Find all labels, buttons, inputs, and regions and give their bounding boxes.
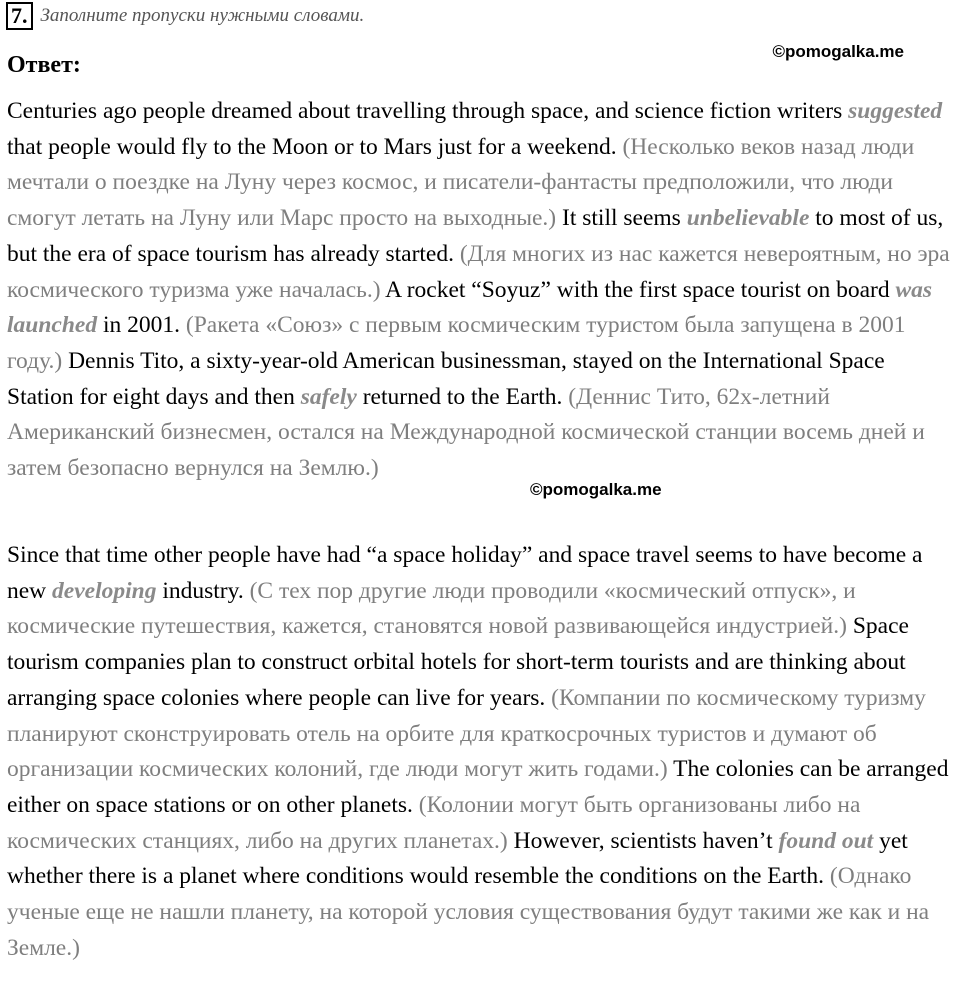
- sentence: Centuries ago people dreamed about travelling through space, and science fiction writers: [7, 98, 849, 124]
- task-header: [6, 2, 364, 30]
- inserted-word: found out: [778, 827, 874, 854]
- sentence: to most of us, but the era of space tourism has already started.: [7, 205, 944, 267]
- sentence: Space tourism companies plan to construct orbital hotels for short-term tourists and are thinking about arranging space colonies where people can live for years.: [7, 613, 909, 711]
- inserted-word: unbelievable: [686, 205, 810, 232]
- sentence: returned to the Earth.: [356, 383, 563, 410]
- sentence: Dennis Tito, a sixty-year-old American businessman, stayed on the International Space Station for eight days and then: [7, 347, 885, 410]
- watermark-middle: ©pomogalka.me: [530, 480, 662, 499]
- translation: (Для многих из нас кажется невероятным, но эра космического туризма уже началась.): [7, 240, 950, 303]
- task-number: 7.: [6, 2, 33, 30]
- paragraph-2: [7, 538, 957, 966]
- sentence: in 2001.: [97, 312, 181, 339]
- sentence: However, scientists haven’t: [507, 827, 779, 854]
- sentence: industry.: [156, 577, 244, 604]
- translation: (С тех пор другие люди проводили «космический отпуск», и космические путешествия, кажется, становятся новой развивающейся индустрией.): [7, 577, 856, 640]
- translation: (Деннис Тито, 62х-летний Американский бизнесмен, остался на Международной космической станции восемь дней и затем безопасно вернулся на Землю.): [7, 383, 925, 482]
- translation: (Колонии могут быть организованы либо на космических станциях, либо на других планетах.): [7, 791, 861, 854]
- sentence: Since that time other people have had “a space holiday” and space travel seems to have become a new: [7, 542, 923, 604]
- inserted-word: was launched: [7, 276, 933, 339]
- translation: (Однако ученые еще не нашли планету, на которой условия существования будут такими же как и на Земле.): [7, 863, 930, 961]
- translation: (Ракета «Союз» с первым космическим туристом была запущена в 2001 году.): [7, 312, 906, 374]
- translation: (Несколько веков назад люди мечтали о поездке на Луну через космос, и писатели-фантасты предположили, что люди смогут летать на Луну или Марс просто на выходные.): [7, 133, 915, 232]
- inserted-word: suggested: [848, 98, 943, 124]
- sentence: that people would fly to the Moon or to Mars just for a weekend.: [7, 133, 617, 160]
- sentence: yet whether there is a planet where conditions would resemble the conditions on the Earth.: [7, 827, 908, 890]
- answer-label: Ответ:: [7, 52, 81, 78]
- sentence: The colonies can be arranged either on space stations or on other planets.: [7, 756, 949, 818]
- inserted-word: safely: [300, 383, 357, 410]
- watermark-top: ©pomogalka.me: [772, 42, 904, 61]
- translation: (Компании по космическому туризму планируют сконструировать отель на орбите для краткосрочных туристов и думают об организации космических колоний, где люди могут жить годами.): [7, 684, 926, 783]
- sentence: A rocket “Soyuz” with the first space tourist on board: [380, 276, 896, 303]
- sentence: It still seems: [556, 205, 687, 232]
- paragraph-1: [7, 94, 957, 487]
- inserted-word: developing: [52, 577, 157, 604]
- task-instruction: Заполните пропуски нужными словами.: [40, 5, 365, 26]
